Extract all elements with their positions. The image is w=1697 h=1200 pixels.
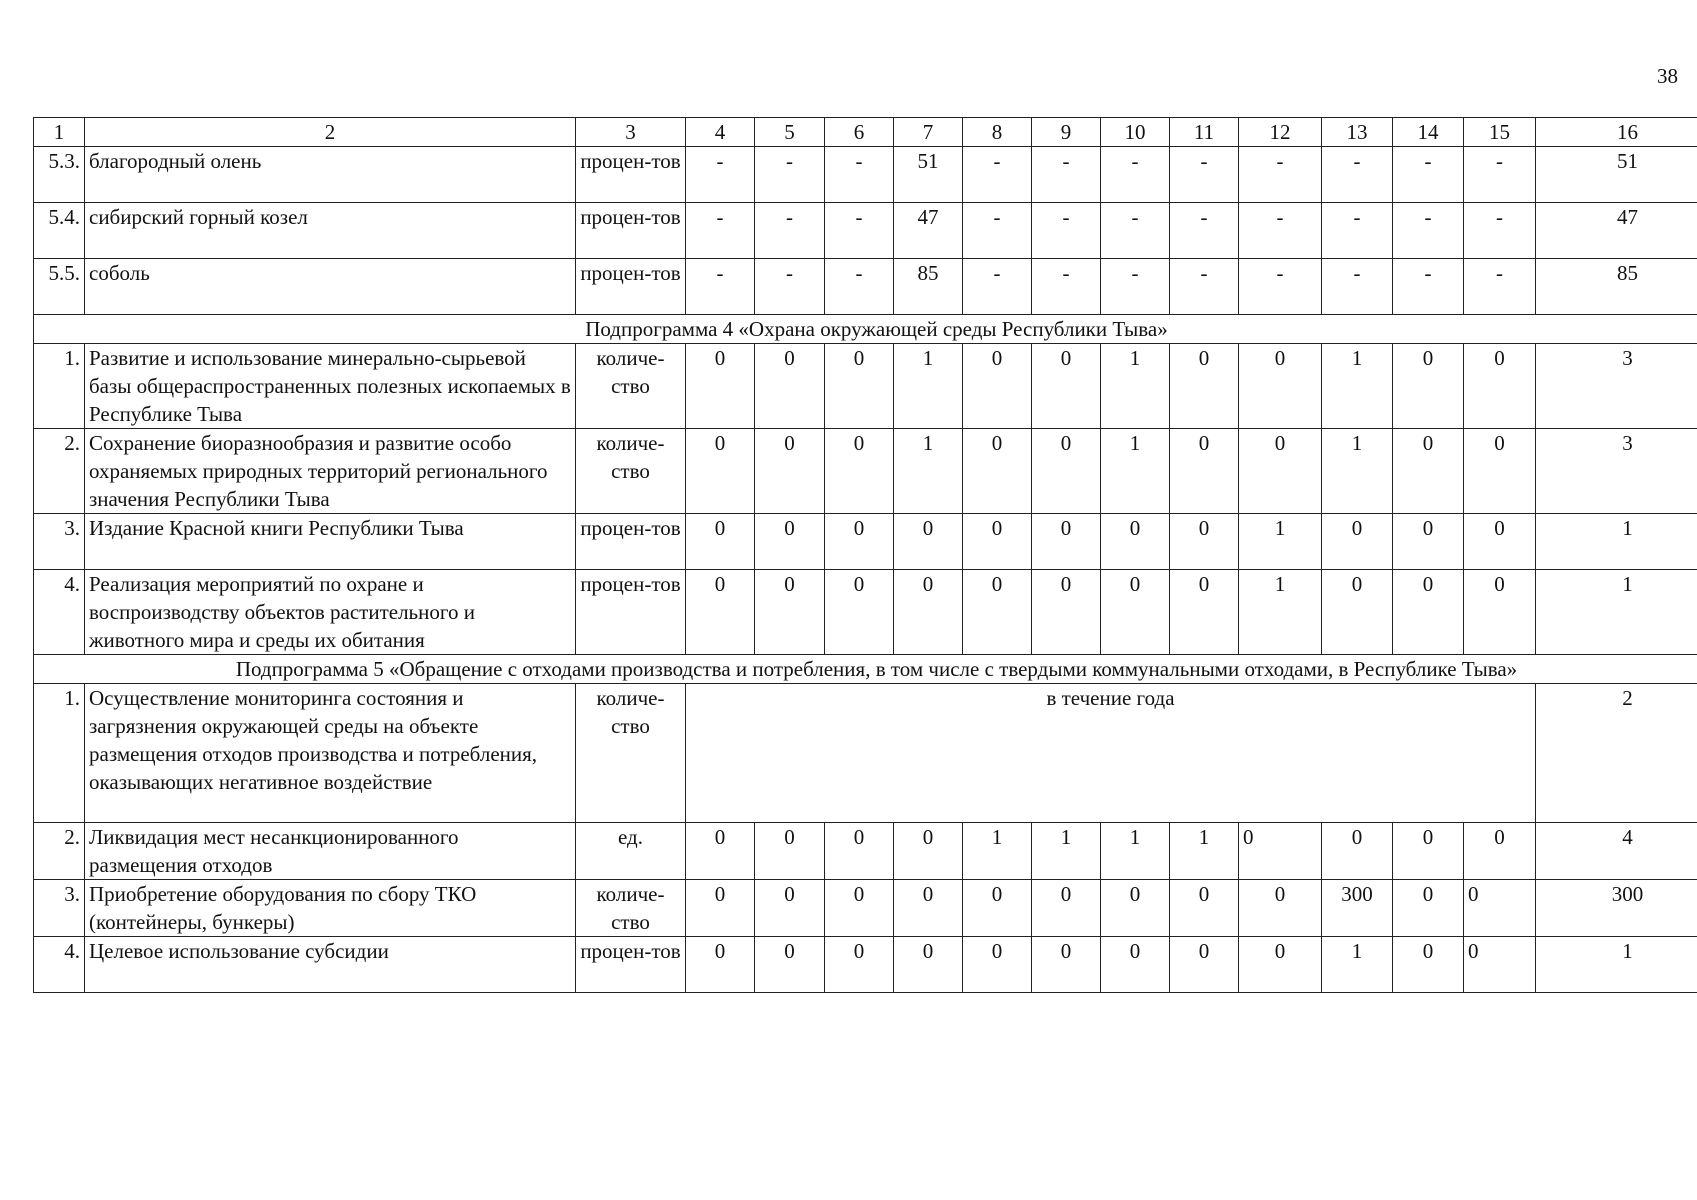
value-cell: 0 — [1032, 880, 1101, 937]
row-number: 2. — [34, 823, 85, 880]
value-cell: - — [1393, 147, 1464, 203]
value-cell: - — [825, 203, 894, 259]
total-cell: 51 — [1536, 147, 1697, 203]
value-cell: 0 — [1393, 880, 1464, 937]
value-cell: 1 — [1239, 570, 1322, 655]
column-header: 8 — [963, 118, 1032, 147]
value-cell: 0 — [755, 429, 825, 514]
value-cell: 0 — [1101, 514, 1170, 570]
value-cell: 0 — [686, 823, 755, 880]
value-cell: 0 — [894, 823, 963, 880]
value-cell: 0 — [825, 823, 894, 880]
value-cell: - — [825, 259, 894, 315]
value-cell: - — [1032, 203, 1101, 259]
table-body — [34, 118, 1697, 993]
row-number: 1. — [34, 684, 85, 823]
row-number: 3. — [34, 880, 85, 937]
value-cell: - — [686, 147, 755, 203]
column-header: 7 — [894, 118, 963, 147]
value-cell: 85 — [894, 259, 963, 315]
table-row — [34, 880, 1697, 937]
column-header: 2 — [85, 118, 576, 147]
value-cell: 0 — [1464, 514, 1536, 570]
value-cell: 0 — [1101, 570, 1170, 655]
value-cell: - — [1322, 259, 1393, 315]
value-cell: 0 — [963, 514, 1032, 570]
column-header: 14 — [1393, 118, 1464, 147]
total-cell: 3 — [1536, 429, 1697, 514]
value-cell: - — [963, 147, 1032, 203]
value-cell: 0 — [1032, 514, 1101, 570]
value-cell: - — [1239, 147, 1322, 203]
value-cell: 47 — [894, 203, 963, 259]
value-cell: 0 — [825, 344, 894, 429]
unit-of-measure: ед. — [576, 823, 686, 880]
value-cell: 0 — [1322, 514, 1393, 570]
table-row — [34, 429, 1697, 514]
column-header: 15 — [1464, 118, 1536, 147]
value-cell: 1 — [1032, 823, 1101, 880]
value-cell: 300 — [1322, 880, 1393, 937]
value-cell: 0 — [1239, 937, 1322, 993]
total-cell: 2 — [1536, 684, 1697, 823]
total-cell: 3 — [1536, 344, 1697, 429]
table-row — [34, 570, 1697, 655]
value-cell: 0 — [1464, 880, 1536, 937]
value-cell: - — [1032, 259, 1101, 315]
value-cell: 0 — [963, 570, 1032, 655]
row-number: 4. — [34, 570, 85, 655]
column-header: 13 — [1322, 118, 1393, 147]
table-row — [34, 937, 1697, 993]
header-row — [34, 118, 1697, 147]
table-row — [34, 823, 1697, 880]
value-cell: 0 — [1393, 937, 1464, 993]
value-cell: - — [755, 147, 825, 203]
value-cell: - — [1101, 259, 1170, 315]
column-header: 6 — [825, 118, 894, 147]
indicator-name: Издание Красной книги Республики Тыва — [85, 514, 576, 570]
subprogram-header-row — [34, 655, 1697, 684]
value-cell: 1 — [1322, 344, 1393, 429]
value-cell: 0 — [825, 570, 894, 655]
value-cell: 0 — [1393, 823, 1464, 880]
value-cell: - — [1101, 203, 1170, 259]
value-cell: 0 — [1170, 514, 1239, 570]
total-cell: 300 — [1536, 880, 1697, 937]
total-cell: 47 — [1536, 203, 1697, 259]
value-cell: 0 — [1239, 880, 1322, 937]
value-cell: 0 — [1239, 823, 1322, 880]
unit-of-measure: количе-ство — [576, 880, 686, 937]
unit-of-measure: процен-тов — [576, 259, 686, 315]
value-cell: 0 — [1239, 344, 1322, 429]
row-number: 5.3. — [34, 147, 85, 203]
value-cell: 1 — [1101, 344, 1170, 429]
value-cell: 0 — [894, 937, 963, 993]
value-cell: - — [825, 147, 894, 203]
value-cell: 0 — [686, 937, 755, 993]
value-cell: 0 — [1322, 570, 1393, 655]
indicator-name: сибирский горный козел — [85, 203, 576, 259]
value-cell: 0 — [755, 880, 825, 937]
value-cell: 0 — [963, 429, 1032, 514]
value-cell: 1 — [1322, 937, 1393, 993]
indicator-name: Осуществление мониторинга состояния и загрязнения окружающей среды на объекте размещения отходов производства и потребления, оказывающих негативное воздействие — [85, 684, 576, 823]
indicator-name: Сохранение биоразнообразия и развитие особо охраняемых природных территорий регионального значения Республики Тыва — [85, 429, 576, 514]
unit-of-measure: процен-тов — [576, 203, 686, 259]
value-cell: 0 — [1464, 429, 1536, 514]
value-cell: 1 — [894, 344, 963, 429]
value-cell: - — [1170, 259, 1239, 315]
value-cell: 0 — [825, 937, 894, 993]
column-header: 9 — [1032, 118, 1101, 147]
row-number: 4. — [34, 937, 85, 993]
value-cell: 1 — [963, 823, 1032, 880]
value-cell: 0 — [1393, 429, 1464, 514]
value-cell: 0 — [686, 344, 755, 429]
table-row — [34, 344, 1697, 429]
table-row — [34, 147, 1697, 203]
value-cell: 0 — [1464, 570, 1536, 655]
row-number: 1. — [34, 344, 85, 429]
value-cell: 0 — [1170, 344, 1239, 429]
value-cell: - — [755, 203, 825, 259]
value-cell: 0 — [755, 514, 825, 570]
column-header: 10 — [1101, 118, 1170, 147]
value-cell: 0 — [755, 937, 825, 993]
value-cell: 0 — [1170, 937, 1239, 993]
value-cell: 0 — [963, 937, 1032, 993]
value-cell: 0 — [894, 514, 963, 570]
value-cell: 0 — [1464, 823, 1536, 880]
value-cell: 0 — [755, 570, 825, 655]
value-cell: 0 — [825, 880, 894, 937]
total-cell: 1 — [1536, 937, 1697, 993]
unit-of-measure: процен-тов — [576, 147, 686, 203]
value-cell: - — [1464, 259, 1536, 315]
value-cell: 0 — [686, 514, 755, 570]
subprogram-header-row — [34, 315, 1697, 344]
page-number: 38 — [1657, 64, 1678, 88]
column-header: 16 — [1536, 118, 1697, 147]
value-cell: - — [1322, 147, 1393, 203]
value-cell: - — [1170, 147, 1239, 203]
value-cell: - — [1393, 203, 1464, 259]
table-row — [34, 203, 1697, 259]
value-cell: 1 — [1101, 823, 1170, 880]
indicators-table — [33, 117, 1697, 993]
value-cell: 0 — [1239, 429, 1322, 514]
value-cell: 0 — [1170, 880, 1239, 937]
value-cell: 0 — [1032, 344, 1101, 429]
value-cell: 0 — [825, 429, 894, 514]
value-cell: 0 — [894, 570, 963, 655]
value-cell: 0 — [825, 514, 894, 570]
value-cell: - — [1239, 259, 1322, 315]
value-cell: 0 — [1393, 514, 1464, 570]
unit-of-measure: количе-ство — [576, 429, 686, 514]
value-cell: 0 — [963, 344, 1032, 429]
value-cell: 0 — [1393, 570, 1464, 655]
value-cell: 0 — [686, 880, 755, 937]
value-cell: 0 — [1322, 823, 1393, 880]
value-cell: 0 — [1032, 937, 1101, 993]
value-cell: 0 — [686, 570, 755, 655]
value-cell: 0 — [755, 823, 825, 880]
value-cell: 1 — [894, 429, 963, 514]
value-cell: 0 — [1170, 570, 1239, 655]
value-cell: - — [686, 259, 755, 315]
unit-of-measure: процен-тов — [576, 514, 686, 570]
total-cell: 85 — [1536, 259, 1697, 315]
value-cell: 0 — [1464, 344, 1536, 429]
column-header: 5 — [755, 118, 825, 147]
value-cell: 1 — [1322, 429, 1393, 514]
unit-of-measure: количе-ство — [576, 684, 686, 823]
value-cell: - — [1464, 203, 1536, 259]
indicator-name: Приобретение оборудования по сбору ТКО (контейнеры, бункеры) — [85, 880, 576, 937]
indicator-name: соболь — [85, 259, 576, 315]
unit-of-measure: процен-тов — [576, 570, 686, 655]
table-row — [34, 514, 1697, 570]
value-cell: - — [1101, 147, 1170, 203]
value-cell: 0 — [894, 880, 963, 937]
value-cell: - — [1464, 147, 1536, 203]
value-cell: - — [686, 203, 755, 259]
value-cell: - — [1032, 147, 1101, 203]
total-cell: 1 — [1536, 570, 1697, 655]
column-header: 1 — [34, 118, 85, 147]
value-cell: - — [1393, 259, 1464, 315]
value-cell: - — [1322, 203, 1393, 259]
value-cell: 0 — [1464, 937, 1536, 993]
row-number: 2. — [34, 429, 85, 514]
value-cell: 0 — [1393, 344, 1464, 429]
table-row — [34, 684, 1697, 823]
value-cell: 0 — [1032, 429, 1101, 514]
value-cell: 1 — [1170, 823, 1239, 880]
value-cell: 0 — [1032, 570, 1101, 655]
indicator-name: Реализация мероприятий по охране и воспроизводству объектов растительного и животного мира и среды их обитания — [85, 570, 576, 655]
value-cell: - — [963, 203, 1032, 259]
row-number: 3. — [34, 514, 85, 570]
value-cell: 0 — [1101, 880, 1170, 937]
column-header: 11 — [1170, 118, 1239, 147]
period-note: в течение года — [686, 684, 1536, 823]
table-row — [34, 259, 1697, 315]
value-cell: 1 — [1101, 429, 1170, 514]
indicator-name: Ликвидация мест несанкционированного размещения отходов — [85, 823, 576, 880]
unit-of-measure: количе-ство — [576, 344, 686, 429]
value-cell: 0 — [963, 880, 1032, 937]
indicator-name: Целевое использование субсидии — [85, 937, 576, 993]
value-cell: 0 — [1101, 937, 1170, 993]
column-header: 3 — [576, 118, 686, 147]
row-number: 5.4. — [34, 203, 85, 259]
value-cell: - — [755, 259, 825, 315]
total-cell: 1 — [1536, 514, 1697, 570]
value-cell: 51 — [894, 147, 963, 203]
value-cell: - — [1170, 203, 1239, 259]
subprogram-title: Подпрограмма 5 «Обращение с отходами производства и потребления, в том числе с твердыми коммунальными отходами, в Республике Тыва» — [34, 655, 1697, 684]
indicator-name: Развитие и использование минерально-сырьевой базы общераспространенных полезных ископаемых в Республике Тыва — [85, 344, 576, 429]
value-cell: 1 — [1239, 514, 1322, 570]
value-cell: 0 — [686, 429, 755, 514]
total-cell: 4 — [1536, 823, 1697, 880]
unit-of-measure: процен-тов — [576, 937, 686, 993]
value-cell: - — [963, 259, 1032, 315]
indicator-name: благородный олень — [85, 147, 576, 203]
row-number: 5.5. — [34, 259, 85, 315]
subprogram-title: Подпрограмма 4 «Охрана окружающей среды Республики Тыва» — [34, 315, 1697, 344]
column-header: 4 — [686, 118, 755, 147]
value-cell: - — [1239, 203, 1322, 259]
value-cell: 0 — [1170, 429, 1239, 514]
value-cell: 0 — [755, 344, 825, 429]
column-header: 12 — [1239, 118, 1322, 147]
